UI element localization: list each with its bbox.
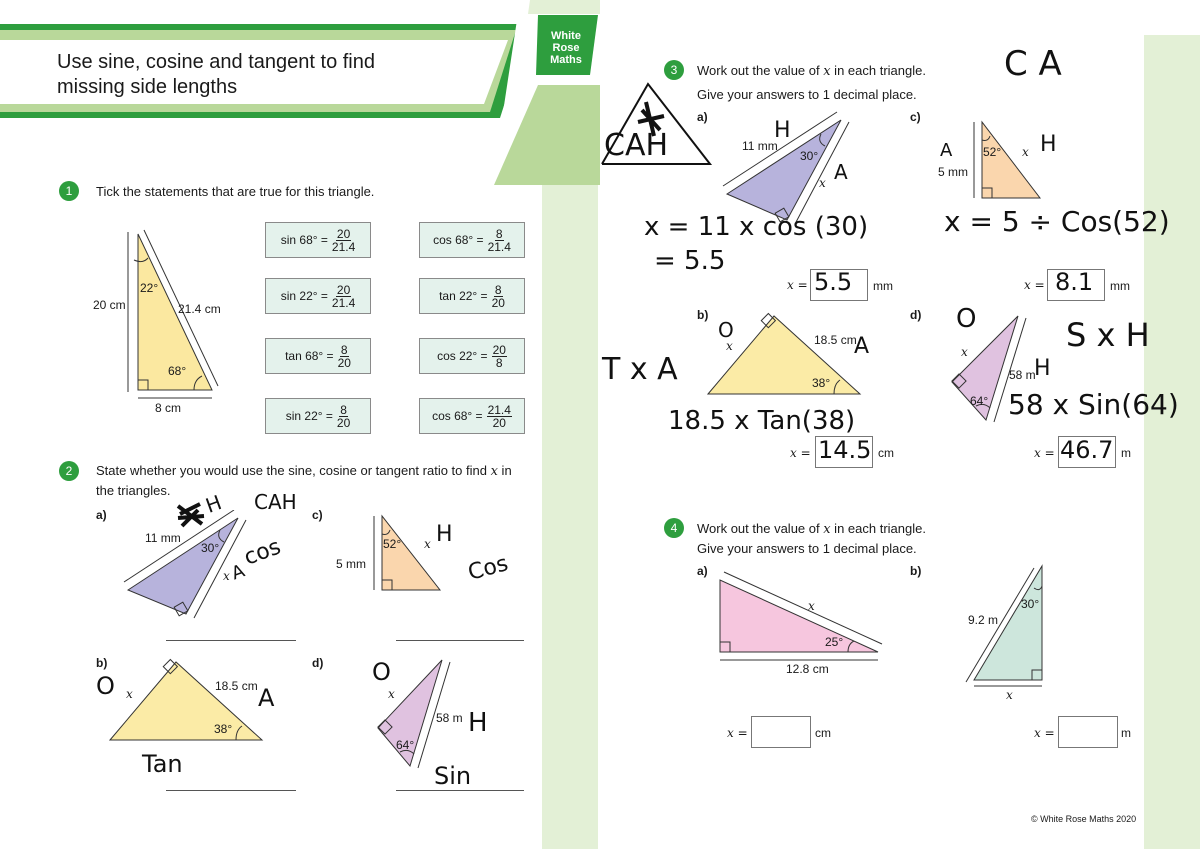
- q3c-side: 5 mm: [938, 165, 968, 179]
- answer-line[interactable]: [396, 640, 524, 641]
- statement-checkbox[interactable]: [419, 338, 525, 374]
- part-label: c): [910, 110, 921, 124]
- q3b-side: 18.5 cm: [814, 333, 857, 347]
- q3a-angle: 30°: [800, 149, 819, 163]
- handwriting: O: [96, 672, 115, 700]
- question-text: [96, 461, 536, 500]
- q4b-side: 9.2 m: [968, 613, 999, 627]
- q3c-x: x: [1022, 145, 1029, 159]
- answer-prefix: x =: [1034, 726, 1055, 740]
- q4b-triangle: [962, 562, 1052, 692]
- part-label: a): [697, 110, 708, 124]
- fraction: [332, 228, 355, 253]
- answer-unit: cm: [878, 446, 894, 460]
- statement-checkbox[interactable]: [265, 222, 371, 258]
- handwriting: S x H: [1066, 316, 1150, 354]
- q2b-side: 18.5 cm: [215, 679, 258, 693]
- q4b-x: x: [1006, 688, 1013, 702]
- handwriting: C A: [1004, 44, 1062, 84]
- denominator: 21.4: [331, 295, 356, 310]
- handwriting: H: [202, 490, 225, 518]
- answer-prefix: x =: [727, 726, 748, 740]
- page-title: [57, 50, 375, 100]
- q2a-angle: 30°: [201, 541, 220, 555]
- answer-unit: m: [1121, 726, 1131, 740]
- title-line: Use sine, cosine and tangent to find: [57, 51, 375, 73]
- statement-checkbox[interactable]: [419, 222, 525, 258]
- variable-x: x: [490, 464, 498, 479]
- statement-checkbox[interactable]: [265, 278, 371, 314]
- handwriting: 58 x Sin(64): [1008, 388, 1179, 421]
- handwriting: A: [940, 140, 953, 161]
- handwriting: 18.5 x Tan(38): [668, 406, 856, 436]
- logo-line: Maths: [550, 54, 582, 66]
- q2d-angle: 64°: [396, 738, 415, 752]
- logo-line: Rose: [552, 42, 580, 54]
- fraction: [332, 284, 355, 309]
- question-text: Tick the statements that are true for this triangle.: [96, 184, 375, 199]
- q2b-x: x: [126, 687, 133, 701]
- question-text: [697, 519, 926, 558]
- handwriting: cos: [240, 534, 285, 571]
- answer-unit: mm: [1110, 279, 1130, 293]
- title-line: missing side lengths: [57, 76, 238, 98]
- handwriting: x = 11 x cos (30): [644, 212, 869, 242]
- statement-fn: tan 68° =: [285, 349, 334, 363]
- q3c-angle: 52°: [983, 145, 1002, 159]
- question-number: 1: [59, 181, 79, 201]
- handwriting: CAH: [604, 128, 669, 163]
- fraction: [337, 404, 350, 429]
- handwriting: A: [834, 160, 848, 184]
- statement-fn: sin 22° =: [285, 409, 333, 423]
- q2d-x: x: [388, 687, 395, 701]
- statement-checkbox[interactable]: [265, 398, 371, 434]
- q4a-x: x: [808, 599, 815, 613]
- answer-box[interactable]: [1058, 716, 1118, 748]
- numerator: 21.4: [487, 402, 511, 417]
- handwriting: H: [1034, 356, 1051, 381]
- copyright: © White Rose Maths 2020: [1031, 814, 1137, 824]
- handwriting: H: [774, 118, 791, 143]
- handwriting: A: [228, 560, 248, 585]
- numerator: 8: [340, 342, 348, 357]
- denominator: 21.4: [331, 239, 356, 254]
- fraction: [492, 284, 505, 309]
- answer-unit: m: [1121, 446, 1131, 460]
- handwriting: T x A: [602, 352, 678, 387]
- fraction: [488, 228, 511, 253]
- question-text-pre: Work out the value of: [697, 63, 824, 78]
- q1-side-left: 20 cm: [93, 298, 126, 312]
- question-text-post: in each triangle.: [830, 521, 926, 536]
- q2a-side: 11 mm: [145, 531, 181, 545]
- question-text-pre: Work out the value of: [697, 521, 824, 536]
- handwriting: Cos: [465, 551, 511, 586]
- q1-triangle: [90, 220, 230, 420]
- part-label: b): [697, 308, 709, 322]
- q2c-angle: 52°: [383, 537, 402, 551]
- handwriting: A: [258, 684, 275, 712]
- answer-unit: cm: [815, 726, 831, 740]
- logo-line: White: [551, 30, 581, 42]
- denominator: 21.4: [487, 239, 511, 254]
- handwriting: H: [1040, 132, 1057, 157]
- question-text-line: Give your answers to 1 decimal place.: [697, 541, 917, 556]
- numerator: 8: [340, 402, 347, 417]
- denominator: 20: [491, 295, 505, 310]
- q3b-x: x: [726, 339, 733, 353]
- statement-fn: tan 22° =: [439, 289, 488, 303]
- statement-fn: sin 22° =: [280, 289, 328, 303]
- statement-fn: cos 68° =: [433, 233, 484, 247]
- part-label: d): [312, 656, 324, 670]
- handwriting: A: [854, 334, 870, 359]
- answer-line[interactable]: [396, 790, 524, 791]
- scribble-mark: [176, 500, 206, 530]
- handwriting: O: [372, 658, 391, 686]
- part-label: b): [96, 656, 108, 670]
- question-number: 4: [664, 518, 684, 538]
- part-label: c): [312, 508, 323, 522]
- statement-checkbox[interactable]: [419, 278, 525, 314]
- question-text-line: Give your answers to 1 decimal place.: [697, 87, 917, 102]
- question-text-line: the triangles.: [96, 483, 171, 498]
- fraction: [487, 404, 512, 429]
- statement-fn: cos 68° =: [432, 409, 483, 423]
- q2c-side: 5 mm: [336, 557, 366, 571]
- q4a-side: 12.8 cm: [786, 662, 829, 676]
- statement-checkbox[interactable]: [419, 398, 525, 434]
- q3d-x: x: [961, 345, 968, 359]
- numerator: 20: [336, 282, 351, 297]
- question-text-line: State whether you would use the sine, cosine or tangent ratio to find: [96, 463, 487, 478]
- q2a-x: x: [223, 569, 230, 583]
- fraction: [338, 344, 351, 369]
- handwriting: x = 5 ÷ Cos(52): [944, 205, 1170, 238]
- logo: [540, 27, 592, 69]
- q3d-side: 58 m: [1009, 368, 1036, 382]
- handwriting: O: [718, 318, 734, 342]
- answer-box[interactable]: [751, 716, 811, 748]
- denominator: 20: [492, 415, 506, 430]
- numerator: 8: [495, 226, 503, 241]
- q4a-angle: 25°: [825, 635, 844, 649]
- part-label: a): [697, 564, 708, 578]
- fraction: [492, 344, 507, 369]
- q4b-angle: 30°: [1021, 597, 1040, 611]
- handwriting: Tan: [142, 750, 183, 778]
- numerator: 8: [494, 282, 502, 297]
- question-text-in: in: [497, 463, 512, 478]
- denominator: 20: [336, 415, 351, 430]
- handwriting: Sin: [434, 762, 472, 790]
- handwriting: H: [468, 708, 488, 738]
- answer-prefix: x =: [1034, 446, 1055, 460]
- q1-angle-top: 22°: [140, 281, 159, 295]
- q4a-triangle: [710, 568, 890, 668]
- answer-prefix: x =: [790, 446, 811, 460]
- q1-side-bottom: 8 cm: [155, 401, 182, 415]
- q3a-side: 11 mm: [742, 139, 778, 153]
- q1-side-hyp: 21.4 cm: [178, 302, 221, 316]
- variable-x: x: [823, 522, 831, 537]
- question-number: 2: [59, 461, 79, 481]
- handwritten-answer: 46.7: [1060, 436, 1114, 464]
- q3c-triangle: [970, 118, 1050, 204]
- handwriting: O: [956, 304, 977, 334]
- q2b-angle: 38°: [214, 722, 233, 736]
- handwriting: CAH: [254, 490, 297, 514]
- q1-angle-bottom: 68°: [168, 364, 187, 378]
- q3a-x: x: [819, 176, 826, 190]
- handwritten-answer: 14.5: [818, 436, 872, 464]
- answer-prefix: x =: [1024, 278, 1045, 292]
- numerator: 20: [336, 226, 351, 241]
- answer-line[interactable]: [166, 790, 296, 791]
- statement-fn: sin 68° =: [280, 233, 328, 247]
- question-number: 3: [664, 60, 684, 80]
- variable-x: x: [823, 64, 831, 79]
- answer-line[interactable]: [166, 640, 296, 641]
- part-label: d): [910, 308, 922, 322]
- handwritten-answer: 8.1: [1055, 268, 1094, 296]
- handwritten-answer: 5.5: [814, 268, 853, 296]
- answer-prefix: x =: [787, 278, 808, 292]
- denominator: 8: [495, 355, 503, 370]
- question-text-post: in each triangle.: [830, 63, 926, 78]
- handwriting: = 5.5: [654, 246, 726, 276]
- part-label: b): [910, 564, 922, 578]
- statement-checkbox[interactable]: [265, 338, 371, 374]
- q2b-triangle: [100, 656, 270, 746]
- statement-fn: cos 22° =: [437, 349, 488, 363]
- denominator: 20: [337, 355, 351, 370]
- q2c-x: x: [424, 537, 431, 551]
- question-text: [697, 61, 926, 109]
- q3d-angle: 64°: [970, 394, 989, 408]
- part-label: a): [96, 508, 107, 522]
- q2d-side: 58 m: [436, 711, 463, 725]
- q3b-angle: 38°: [812, 376, 831, 390]
- numerator: 20: [492, 342, 506, 357]
- answer-unit: mm: [873, 279, 893, 293]
- handwriting: H: [436, 522, 453, 547]
